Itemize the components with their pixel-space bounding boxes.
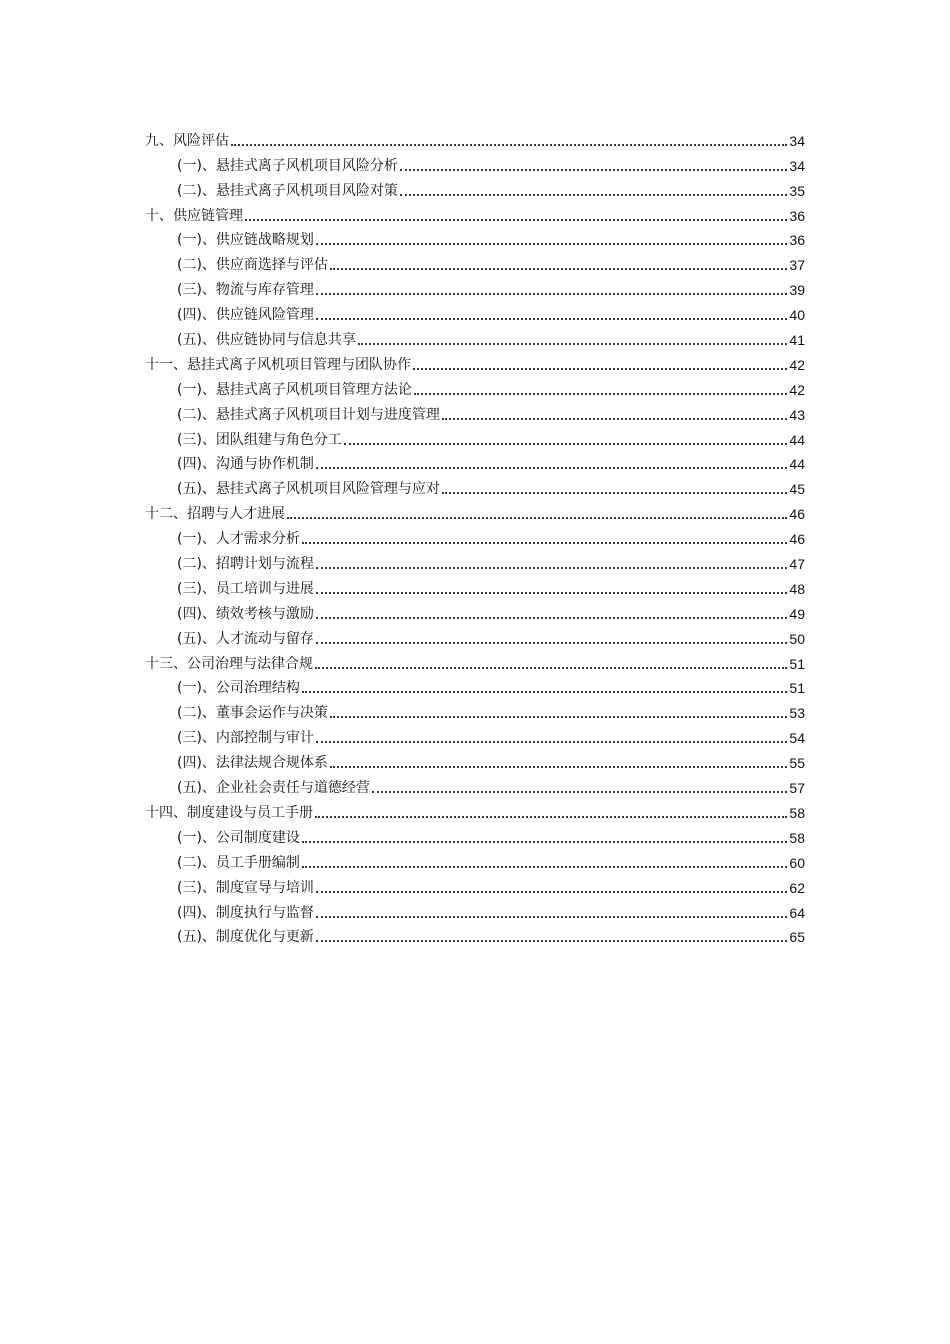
toc-entry-title: (五)、悬挂式离子风机项目风险管理与应对 bbox=[177, 481, 440, 498]
toc-entry-title: 十二、招聘与人才进展 bbox=[145, 506, 285, 523]
toc-dot-leader bbox=[316, 466, 787, 469]
toc-section-entry[interactable] bbox=[145, 325, 805, 350]
toc-entry-title: (三)、员工培训与进展 bbox=[177, 580, 314, 597]
toc-page-number: 51 bbox=[789, 655, 805, 672]
toc-section-entry[interactable] bbox=[145, 300, 805, 325]
toc-page-number: 55 bbox=[789, 755, 805, 772]
toc-section-entry[interactable] bbox=[145, 698, 805, 723]
toc-page-number: 64 bbox=[789, 904, 805, 921]
toc-section-entry[interactable] bbox=[145, 151, 805, 176]
toc-page-number: 43 bbox=[789, 406, 805, 423]
toc-entry-title: (五)、人才流动与留存 bbox=[177, 630, 314, 647]
toc-section-entry[interactable] bbox=[145, 549, 805, 574]
toc-dot-leader bbox=[316, 740, 787, 743]
toc-dot-leader bbox=[302, 840, 787, 843]
toc-page-number: 39 bbox=[789, 282, 805, 299]
toc-dot-leader bbox=[287, 516, 787, 519]
toc-dot-leader bbox=[330, 267, 787, 270]
toc-entry-title: (三)、物流与库存管理 bbox=[177, 282, 314, 299]
toc-entry-title: (二)、供应商选择与评估 bbox=[177, 257, 328, 274]
toc-entry-title: (二)、董事会运作与决策 bbox=[177, 705, 328, 722]
toc-entry-title: 九、风险评估 bbox=[145, 132, 229, 149]
toc-section-entry[interactable] bbox=[145, 624, 805, 649]
toc-entry-title: (五)、企业社会责任与道德经营 bbox=[177, 780, 370, 797]
toc-dot-leader bbox=[316, 939, 787, 942]
toc-page-number: 36 bbox=[789, 232, 805, 249]
toc-entry-title: (一)、公司制度建设 bbox=[177, 829, 300, 846]
toc-entry-title: (一)、悬挂式离子风机项目风险分析 bbox=[177, 157, 398, 174]
toc-dot-leader bbox=[414, 392, 787, 395]
toc-page-number: 34 bbox=[789, 132, 805, 149]
toc-dot-leader bbox=[372, 790, 787, 793]
toc-entry-title: (四)、沟通与协作机制 bbox=[177, 456, 314, 473]
toc-page-number: 50 bbox=[789, 630, 805, 647]
toc-page-number: 45 bbox=[789, 481, 805, 498]
toc-entry-title: 十一、悬挂式离子风机项目管理与团队协作 bbox=[145, 356, 411, 373]
toc-page-number: 36 bbox=[789, 207, 805, 224]
toc-page-number: 35 bbox=[789, 182, 805, 199]
toc-page-number: 42 bbox=[789, 356, 805, 373]
toc-page-number: 58 bbox=[789, 829, 805, 846]
toc-dot-leader bbox=[245, 218, 787, 221]
toc-section-entry[interactable] bbox=[145, 848, 805, 873]
toc-section-entry[interactable] bbox=[145, 375, 805, 400]
toc-page-number: 58 bbox=[789, 804, 805, 821]
toc-section-entry[interactable] bbox=[145, 773, 805, 798]
table-of-contents bbox=[145, 126, 805, 947]
toc-chapter-entry[interactable] bbox=[145, 126, 805, 151]
toc-page-number: 62 bbox=[789, 879, 805, 896]
toc-dot-leader bbox=[315, 666, 787, 669]
toc-entry-title: (五)、供应链协同与信息共享 bbox=[177, 332, 356, 349]
toc-page-number: 51 bbox=[789, 680, 805, 697]
toc-section-entry[interactable] bbox=[145, 748, 805, 773]
toc-page-number: 53 bbox=[789, 705, 805, 722]
toc-entry-title: (二)、招聘计划与流程 bbox=[177, 556, 314, 573]
toc-section-entry[interactable] bbox=[145, 250, 805, 275]
toc-dot-leader bbox=[316, 566, 787, 569]
toc-page-number: 40 bbox=[789, 307, 805, 324]
toc-section-entry[interactable] bbox=[145, 450, 805, 475]
toc-entry-title: (一)、公司治理结构 bbox=[177, 680, 300, 697]
toc-dot-leader bbox=[358, 342, 787, 345]
toc-dot-leader bbox=[442, 491, 787, 494]
toc-chapter-entry[interactable] bbox=[145, 350, 805, 375]
toc-dot-leader bbox=[316, 641, 787, 644]
toc-section-entry[interactable] bbox=[145, 425, 805, 450]
toc-page-number: 47 bbox=[789, 556, 805, 573]
toc-section-entry[interactable] bbox=[145, 873, 805, 898]
toc-section-entry[interactable] bbox=[145, 599, 805, 624]
toc-section-entry[interactable] bbox=[145, 524, 805, 549]
toc-entry-title: (二)、员工手册编制 bbox=[177, 854, 300, 871]
toc-dot-leader bbox=[302, 690, 787, 693]
toc-entry-title: (一)、悬挂式离子风机项目管理方法论 bbox=[177, 381, 412, 398]
toc-dot-leader bbox=[442, 417, 787, 420]
toc-dot-leader bbox=[231, 143, 787, 146]
toc-dot-leader bbox=[413, 367, 787, 370]
toc-page-number: 54 bbox=[789, 730, 805, 747]
toc-page-number: 46 bbox=[789, 531, 805, 548]
toc-dot-leader bbox=[316, 292, 787, 295]
toc-dot-leader bbox=[400, 193, 787, 196]
toc-entry-title: (四)、法律法规合规体系 bbox=[177, 755, 328, 772]
toc-dot-leader bbox=[316, 890, 787, 893]
toc-dot-leader bbox=[315, 815, 787, 818]
toc-page-number: 57 bbox=[789, 780, 805, 797]
toc-dot-leader bbox=[316, 317, 787, 320]
toc-page-number: 41 bbox=[789, 332, 805, 349]
toc-chapter-entry[interactable] bbox=[145, 499, 805, 524]
toc-entry-title: (二)、悬挂式离子风机项目风险对策 bbox=[177, 182, 398, 199]
toc-section-entry[interactable] bbox=[145, 226, 805, 251]
toc-entry-title: 十四、制度建设与员工手册 bbox=[145, 804, 313, 821]
toc-entry-title: (三)、制度宣导与培训 bbox=[177, 879, 314, 896]
toc-entry-title: (二)、悬挂式离子风机项目计划与进度管理 bbox=[177, 406, 440, 423]
toc-entry-title: (四)、制度执行与监督 bbox=[177, 904, 314, 921]
toc-dot-leader bbox=[330, 715, 787, 718]
toc-entry-title: (四)、绩效考核与激励 bbox=[177, 605, 314, 622]
toc-entry-title: (三)、团队组建与角色分工 bbox=[177, 431, 342, 448]
toc-dot-leader bbox=[316, 242, 787, 245]
toc-page-number: 37 bbox=[789, 257, 805, 274]
toc-page-number: 48 bbox=[789, 580, 805, 597]
toc-entry-title: (一)、人才需求分析 bbox=[177, 531, 300, 548]
toc-dot-leader bbox=[302, 541, 787, 544]
toc-chapter-entry[interactable] bbox=[145, 201, 805, 226]
toc-chapter-entry[interactable] bbox=[145, 798, 805, 823]
toc-page-number: 34 bbox=[789, 157, 805, 174]
toc-dot-leader bbox=[344, 442, 787, 445]
toc-page-number: 49 bbox=[789, 605, 805, 622]
toc-section-entry[interactable] bbox=[145, 674, 805, 699]
toc-entry-title: (五)、制度优化与更新 bbox=[177, 929, 314, 946]
toc-page-number: 44 bbox=[789, 456, 805, 473]
toc-entry-title: 十三、公司治理与法律合规 bbox=[145, 655, 313, 672]
toc-page-number: 42 bbox=[789, 381, 805, 398]
toc-entry-title: (三)、内部控制与审计 bbox=[177, 730, 314, 747]
toc-page-number: 60 bbox=[789, 854, 805, 871]
toc-section-entry[interactable] bbox=[145, 176, 805, 201]
toc-dot-leader bbox=[316, 591, 787, 594]
toc-page-number: 65 bbox=[789, 929, 805, 946]
toc-section-entry[interactable] bbox=[145, 474, 805, 499]
toc-dot-leader bbox=[316, 915, 787, 918]
toc-section-entry[interactable] bbox=[145, 574, 805, 599]
toc-section-entry[interactable] bbox=[145, 898, 805, 923]
toc-section-entry[interactable] bbox=[145, 823, 805, 848]
toc-chapter-entry[interactable] bbox=[145, 649, 805, 674]
toc-page-number: 46 bbox=[789, 506, 805, 523]
toc-section-entry[interactable] bbox=[145, 275, 805, 300]
toc-dot-leader bbox=[330, 765, 787, 768]
toc-page-number: 44 bbox=[789, 431, 805, 448]
toc-section-entry[interactable] bbox=[145, 923, 805, 948]
toc-dot-leader bbox=[302, 865, 787, 868]
toc-entry-title: (一)、供应链战略规划 bbox=[177, 232, 314, 249]
toc-section-entry[interactable] bbox=[145, 723, 805, 748]
toc-entry-title: (四)、供应链风险管理 bbox=[177, 307, 314, 324]
toc-dot-leader bbox=[316, 616, 787, 619]
toc-dot-leader bbox=[400, 168, 787, 171]
toc-section-entry[interactable] bbox=[145, 400, 805, 425]
toc-entry-title: 十、供应链管理 bbox=[145, 207, 243, 224]
